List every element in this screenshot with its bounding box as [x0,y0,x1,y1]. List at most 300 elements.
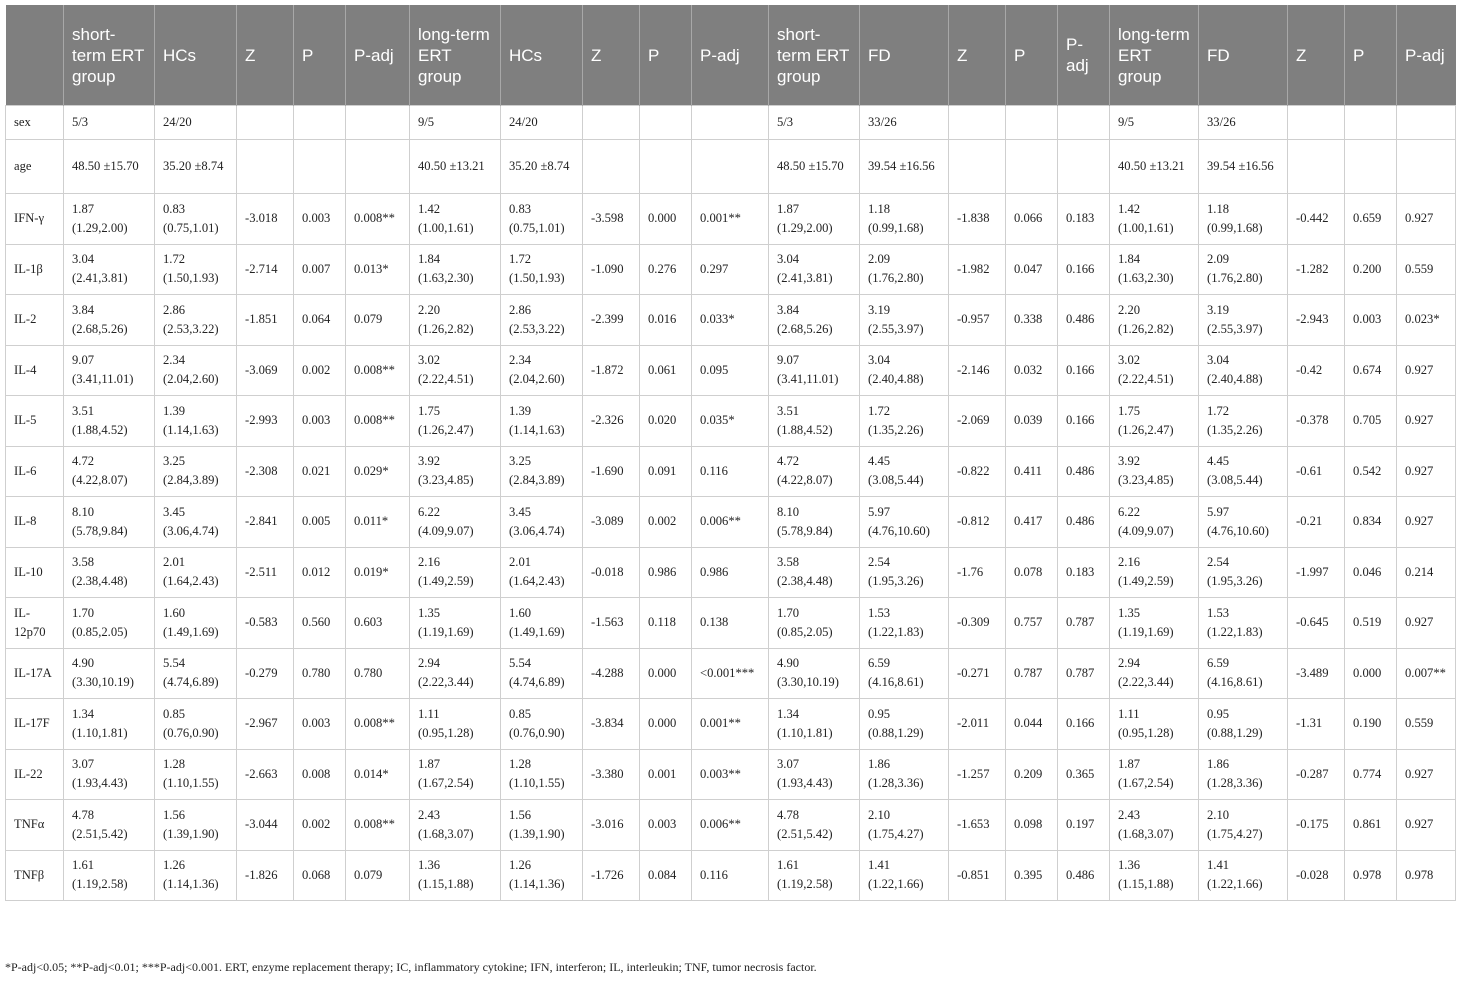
table-cell: -1.851 [237,295,294,346]
table-cell: 1.56 (1.39,1.90) [501,800,583,851]
table-cell: 0.705 [1345,396,1397,447]
table-cell: 3.25 (2.84,3.89) [155,446,237,497]
table-cell: 1.84 (1.63,2.30) [1110,244,1199,295]
table-cell: 0.116 [692,446,769,497]
table-cell: 1.42 (1.00,1.61) [1110,194,1199,245]
table-cell: 2.94 (2.22,3.44) [410,648,501,699]
table-cell: 0.927 [1397,598,1456,649]
table-cell [294,106,346,140]
table-cell: 1.53 (1.22,1.83) [860,598,949,649]
table-cell: -3.834 [583,699,640,750]
table-cell: 3.51 (1.88,4.52) [769,396,860,447]
table-cell: 3.04 (2.40,4.88) [860,345,949,396]
table-cell: -1.282 [1288,244,1345,295]
table-cell: -0.378 [1288,396,1345,447]
table-cell: 4.45 (3.08,5.44) [1199,446,1288,497]
row-label: IL-17A [6,648,64,699]
column-header: P-adj [1397,5,1456,106]
table-cell: -1.872 [583,345,640,396]
table-cell [1397,106,1456,140]
table-cell: 1.72 (1.50,1.93) [501,244,583,295]
table-cell: -1.090 [583,244,640,295]
column-header: P-adj [692,5,769,106]
table-cell: 2.86 (2.53,3.22) [501,295,583,346]
table-cell: -0.822 [949,446,1006,497]
table-cell: 0.064 [294,295,346,346]
table-cell: 1.86 (1.28,3.36) [860,749,949,800]
row-label: IL-4 [6,345,64,396]
table-cell: 0.780 [346,648,410,699]
table-cell: 3.25 (2.84,3.89) [501,446,583,497]
table-cell: 0.297 [692,244,769,295]
table-cell: 2.86 (2.53,3.22) [155,295,237,346]
table-cell: 0.008** [346,699,410,750]
table-cell: 33/26 [1199,106,1288,140]
table-row [6,648,1456,699]
table-cell: 0.035* [692,396,769,447]
table-cell: 1.60 (1.49,1.69) [155,598,237,649]
table-cell: <0.001*** [692,648,769,699]
table-cell: -1.690 [583,446,640,497]
table-cell: 0.978 [1345,850,1397,901]
table-cell: 2.16 (1.49,2.59) [410,547,501,598]
table-cell: 0.787 [1058,648,1110,699]
table-cell: 35.20 ±8.74 [501,140,583,194]
column-header: P [294,5,346,106]
table-cell [583,140,640,194]
table-cell [1058,106,1110,140]
table-cell: 0.209 [1006,749,1058,800]
table-cell: -2.399 [583,295,640,346]
row-label: age [6,140,64,194]
row-label: IL-12p70 [6,598,64,649]
table-cell: 5.54 (4.74,6.89) [501,648,583,699]
table-cell: -0.028 [1288,850,1345,901]
table-cell [1397,140,1456,194]
table-cell: -0.851 [949,850,1006,901]
table-cell: 1.87 (1.29,2.00) [769,194,860,245]
table-cell: 3.92 (3.23,4.85) [1110,446,1199,497]
table-cell: 0.039 [1006,396,1058,447]
table-cell: -1.76 [949,547,1006,598]
table-cell: 0.029* [346,446,410,497]
table-cell: 0.659 [1345,194,1397,245]
table-cell: 4.90 (3.30,10.19) [769,648,860,699]
table-cell: 0.560 [294,598,346,649]
table-cell: 0.927 [1397,497,1456,548]
table-cell: 0.008** [346,800,410,851]
table-cell: 2.16 (1.49,2.59) [1110,547,1199,598]
table-cell: 1.70 (0.85,2.05) [64,598,155,649]
table-cell: 2.20 (1.26,2.82) [1110,295,1199,346]
table-cell: 0.019* [346,547,410,598]
table-cell: -3.044 [237,800,294,851]
table-row [6,800,1456,851]
table-cell: 0.927 [1397,800,1456,851]
table-cell: 0.834 [1345,497,1397,548]
column-header: FD [1199,5,1288,106]
table-cell: 8.10 (5.78,9.84) [769,497,860,548]
table-cell: 3.58 (2.38,4.48) [769,547,860,598]
table-cell: 3.07 (1.93,4.43) [769,749,860,800]
table-cell: 1.34 (1.10,1.81) [769,699,860,750]
table-cell [583,106,640,140]
table-cell: 0.003** [692,749,769,800]
table-cell: 0.016 [640,295,692,346]
table-row [6,244,1456,295]
table-cell [237,140,294,194]
table-cell: 2.10 (1.75,4.27) [1199,800,1288,851]
row-label: IL-1β [6,244,64,295]
table-cell: 1.75 (1.26,2.47) [410,396,501,447]
cytokine-comparison-table [5,5,1456,901]
table-cell: 3.04 (2.40,4.88) [1199,345,1288,396]
table-cell: -0.442 [1288,194,1345,245]
table-cell: 0.003 [294,194,346,245]
row-label: IL-2 [6,295,64,346]
table-cell: 0.861 [1345,800,1397,851]
table-cell: 5.97 (4.76,10.60) [860,497,949,548]
table-cell: -0.645 [1288,598,1345,649]
table-cell: -2.326 [583,396,640,447]
table-cell: -1.563 [583,598,640,649]
table-cell: 0.000 [640,699,692,750]
table-cell: 1.28 (1.10,1.55) [155,749,237,800]
table-cell: 3.04 (2.41,3.81) [64,244,155,295]
table-cell: 0.986 [640,547,692,598]
table-cell: 0.559 [1397,699,1456,750]
table-row [6,850,1456,901]
table-cell: -4.288 [583,648,640,699]
table-cell: -3.016 [583,800,640,851]
table-cell: 0.003 [640,800,692,851]
table-row [6,497,1456,548]
row-label: IL-5 [6,396,64,447]
column-header: P [1006,5,1058,106]
table-cell: 0.003 [294,699,346,750]
table-cell: -2.308 [237,446,294,497]
table-cell: 6.59 (4.16,8.61) [1199,648,1288,699]
table-cell: 1.72 (1.50,1.93) [155,244,237,295]
table-cell: 3.92 (3.23,4.85) [410,446,501,497]
table-cell: 0.927 [1397,446,1456,497]
table-cell: 4.90 (3.30,10.19) [64,648,155,699]
table-cell: 0.005 [294,497,346,548]
table-cell: 1.36 (1.15,1.88) [1110,850,1199,901]
table-cell: 0.047 [1006,244,1058,295]
table-cell: 0.927 [1397,194,1456,245]
table-footnote: *P-adj<0.05; **P-adj<0.01; ***P-adj<0.001. ERT, enzyme replacement therapy; IC, inflammatory cytokine; IFN, interferon; IL, interleukin; TNF, tumor necrosis factor. [5,960,817,974]
table-cell: 1.87 (1.29,2.00) [64,194,155,245]
table-cell: -0.279 [237,648,294,699]
table-cell: -0.309 [949,598,1006,649]
table-cell: -1.257 [949,749,1006,800]
table-cell: -2.511 [237,547,294,598]
column-header: FD [860,5,949,106]
table-cell: 4.78 (2.51,5.42) [64,800,155,851]
table-cell: 3.02 (2.22,4.51) [410,345,501,396]
column-header: Z [583,5,640,106]
table-cell: 0.003 [1345,295,1397,346]
table-cell: 9.07 (3.41,11.01) [64,345,155,396]
table-cell: -0.812 [949,497,1006,548]
column-header: short-term ERT group [769,5,860,106]
table-cell: 3.84 (2.68,5.26) [769,295,860,346]
table-cell: 1.18 (0.99,1.68) [1199,194,1288,245]
table-cell: 0.138 [692,598,769,649]
table-cell: 0.365 [1058,749,1110,800]
column-header: P-adj [346,5,410,106]
table-cell: 0.008** [346,345,410,396]
table-cell: 3.45 (3.06,4.74) [501,497,583,548]
table-cell: -1.826 [237,850,294,901]
table-cell: 0.008 [294,749,346,800]
table-cell: 0.002 [294,345,346,396]
table-cell [640,106,692,140]
table-cell: 0.978 [1397,850,1456,901]
table-cell: 9.07 (3.41,11.01) [769,345,860,396]
row-label: IFN-γ [6,194,64,245]
table-cell: 0.787 [1006,648,1058,699]
table-cell: 2.43 (1.68,3.07) [1110,800,1199,851]
table-cell: -0.175 [1288,800,1345,851]
table-cell: 2.01 (1.64,2.43) [501,547,583,598]
table-cell: 1.75 (1.26,2.47) [1110,396,1199,447]
table-cell: 1.18 (0.99,1.68) [860,194,949,245]
table-cell: 0.006** [692,497,769,548]
table-cell: 0.044 [1006,699,1058,750]
table-cell: 1.34 (1.10,1.81) [64,699,155,750]
table-cell: 0.986 [692,547,769,598]
table-cell: 3.04 (2.41,3.81) [769,244,860,295]
table-cell: 0.411 [1006,446,1058,497]
table-cell: -3.069 [237,345,294,396]
column-header: P-adj [1058,5,1110,106]
table-cell: 39.54 ±16.56 [1199,140,1288,194]
table-cell: 3.58 (2.38,4.48) [64,547,155,598]
table-cell [1345,106,1397,140]
table-cell: 0.000 [640,648,692,699]
table-cell: 0.046 [1345,547,1397,598]
table-cell: 0.674 [1345,345,1397,396]
table-cell: 4.45 (3.08,5.44) [860,446,949,497]
table-cell: 0.007 [294,244,346,295]
table-cell: 0.83 (0.75,1.01) [155,194,237,245]
table-cell: 0.166 [1058,699,1110,750]
table-cell [692,140,769,194]
table-cell: 0.012 [294,547,346,598]
table-row [6,345,1456,396]
table-cell: 5.54 (4.74,6.89) [155,648,237,699]
table-cell [1345,140,1397,194]
table-cell [692,106,769,140]
table-cell [949,140,1006,194]
table-cell: -2.011 [949,699,1006,750]
table-cell: 3.51 (1.88,4.52) [64,396,155,447]
row-label: TNFα [6,800,64,851]
row-label: IL-8 [6,497,64,548]
table-cell: 0.001 [640,749,692,800]
table-cell: 0.011* [346,497,410,548]
table-cell: 0.079 [346,850,410,901]
table-cell: 0.033* [692,295,769,346]
table-cell: -3.489 [1288,648,1345,699]
table-cell: 1.61 (1.19,2.58) [64,850,155,901]
table-cell: 2.09 (1.76,2.80) [1199,244,1288,295]
table-cell: 3.07 (1.93,4.43) [64,749,155,800]
table-cell: 5/3 [64,106,155,140]
table-cell: 1.35 (1.19,1.69) [410,598,501,649]
table-row [6,547,1456,598]
table-row [6,446,1456,497]
table-cell: -0.42 [1288,345,1345,396]
table-container [5,5,1455,901]
table-cell: 0.166 [1058,345,1110,396]
table-cell: 0.021 [294,446,346,497]
table-cell: -1.982 [949,244,1006,295]
table-cell: 6.59 (4.16,8.61) [860,648,949,699]
table-cell [237,106,294,140]
table-cell: 3.19 (2.55,3.97) [1199,295,1288,346]
table-cell [1006,106,1058,140]
table-cell: 0.066 [1006,194,1058,245]
table-cell [640,140,692,194]
table-cell: 0.013* [346,244,410,295]
table-cell: 0.008** [346,396,410,447]
table-cell: 1.26 (1.14,1.36) [155,850,237,901]
column-header: P [1345,5,1397,106]
table-cell: 40.50 ±13.21 [1110,140,1199,194]
column-header: Z [237,5,294,106]
table-cell: 0.078 [1006,547,1058,598]
table-cell [949,106,1006,140]
table-cell: 0.068 [294,850,346,901]
table-cell: 0.014* [346,749,410,800]
table-cell [1006,140,1058,194]
table-cell [1058,140,1110,194]
table-row [6,699,1456,750]
table-cell: 3.19 (2.55,3.97) [860,295,949,346]
table-cell: 0.003 [294,396,346,447]
table-cell: 1.36 (1.15,1.88) [410,850,501,901]
table-cell: 48.50 ±15.70 [769,140,860,194]
table-cell: 0.85 (0.76,0.90) [501,699,583,750]
table-cell [346,140,410,194]
table-cell: 0.214 [1397,547,1456,598]
table-cell: 0.395 [1006,850,1058,901]
table-cell: 9/5 [410,106,501,140]
column-header: short-term ERT group [64,5,155,106]
table-cell: 4.72 (4.22,8.07) [769,446,860,497]
table-cell: 1.70 (0.85,2.05) [769,598,860,649]
table-cell: 0.183 [1058,547,1110,598]
table-row [6,106,1456,140]
table-cell: 0.118 [640,598,692,649]
table-cell: 1.11 (0.95,1.28) [410,699,501,750]
table-cell: 1.84 (1.63,2.30) [410,244,501,295]
row-label: IL-6 [6,446,64,497]
table-cell: 0.200 [1345,244,1397,295]
row-label: IL-10 [6,547,64,598]
table-cell: 0.002 [640,497,692,548]
table-cell: 0.757 [1006,598,1058,649]
table-cell: -1.838 [949,194,1006,245]
table-cell: 0.000 [640,194,692,245]
table-row [6,140,1456,194]
column-header: P [640,5,692,106]
table-cell: 0.787 [1058,598,1110,649]
table-cell: 0.927 [1397,749,1456,800]
table-cell: -2.663 [237,749,294,800]
table-cell: 0.486 [1058,446,1110,497]
column-header: long-term ERT group [1110,5,1199,106]
table-cell: 3.02 (2.22,4.51) [1110,345,1199,396]
table-cell: 33/26 [860,106,949,140]
table-cell: 2.34 (2.04,2.60) [155,345,237,396]
table-cell: 0.002 [294,800,346,851]
table-cell: 0.166 [1058,244,1110,295]
table-cell: 1.35 (1.19,1.69) [1110,598,1199,649]
table-cell: 4.72 (4.22,8.07) [64,446,155,497]
table-cell: 0.95 (0.88,1.29) [860,699,949,750]
table-cell: 0.001** [692,699,769,750]
column-header: Z [949,5,1006,106]
table-cell: 0.183 [1058,194,1110,245]
table-cell: 0.061 [640,345,692,396]
table-cell: 2.01 (1.64,2.43) [155,547,237,598]
table-cell: 1.87 (1.67,2.54) [1110,749,1199,800]
table-cell: 0.197 [1058,800,1110,851]
table-cell: -3.380 [583,749,640,800]
table-cell: 8.10 (5.78,9.84) [64,497,155,548]
table-cell: 0.084 [640,850,692,901]
table-cell [294,140,346,194]
table-cell: 2.54 (1.95,3.26) [860,547,949,598]
table-cell: 0.098 [1006,800,1058,851]
table-cell: 1.39 (1.14,1.63) [155,396,237,447]
table-cell: 2.54 (1.95,3.26) [1199,547,1288,598]
table-cell: 0.780 [294,648,346,699]
table-cell: 1.28 (1.10,1.55) [501,749,583,800]
table-cell: 24/20 [501,106,583,140]
table-cell: 0.927 [1397,345,1456,396]
table-cell: 2.43 (1.68,3.07) [410,800,501,851]
table-cell: -1.997 [1288,547,1345,598]
table-cell: 2.10 (1.75,4.27) [860,800,949,851]
table-cell: -1.31 [1288,699,1345,750]
table-cell: 1.87 (1.67,2.54) [410,749,501,800]
table-cell: -0.21 [1288,497,1345,548]
table-cell: 0.091 [640,446,692,497]
table-cell: 2.09 (1.76,2.80) [860,244,949,295]
table-row [6,295,1456,346]
table-cell: 1.72 (1.35,2.26) [1199,396,1288,447]
table-cell: 0.000 [1345,648,1397,699]
table-cell: -0.287 [1288,749,1345,800]
table-cell: -2.069 [949,396,1006,447]
table-cell: -0.018 [583,547,640,598]
table-cell: 0.519 [1345,598,1397,649]
table-cell: 9/5 [1110,106,1199,140]
table-cell: 0.603 [346,598,410,649]
table-cell: 1.56 (1.39,1.90) [155,800,237,851]
table-cell: -3.089 [583,497,640,548]
table-cell: 0.008** [346,194,410,245]
table-cell: 0.486 [1058,850,1110,901]
table-cell: 0.927 [1397,396,1456,447]
table-cell: 1.41 (1.22,1.66) [1199,850,1288,901]
table-cell: -2.993 [237,396,294,447]
